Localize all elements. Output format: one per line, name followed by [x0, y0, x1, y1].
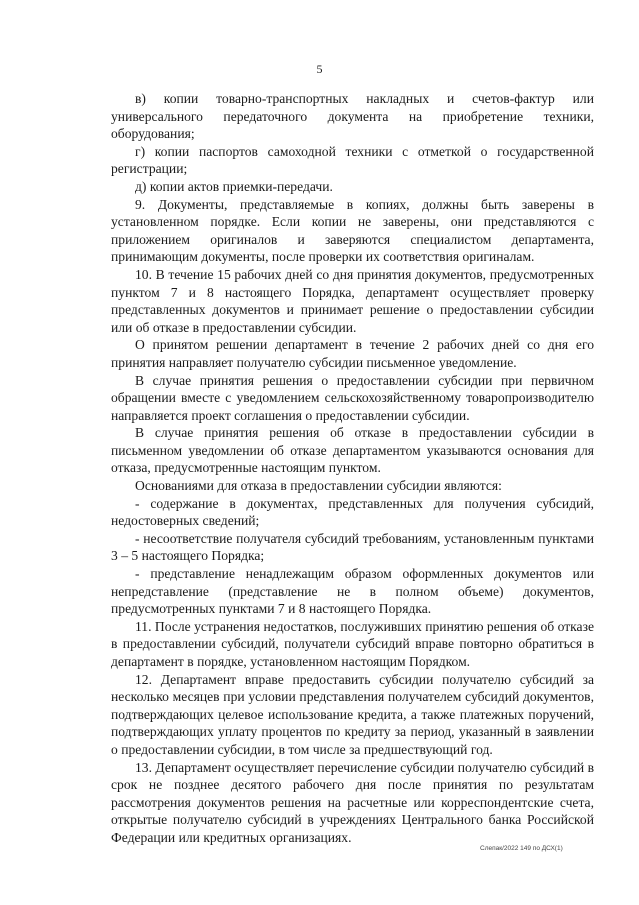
- page-number: 5: [316, 62, 323, 76]
- paragraph-list-item-d: д) копии актов приемки-передачи.: [135, 178, 333, 194]
- paragraph-notification: О принятом решении департамент в течение 2 рабочих дней со дня его принятия направляет получателю субсидии письменное уведомление.: [111, 337, 594, 370]
- document-body: [111, 90, 594, 847]
- paragraph-ground-improper-docs: - представление ненадлежащим образом оформленных документов или непредставление (представление не в полном объеме) документов, предусмотренных пунктами 7 и 8 настоящего Порядка.: [111, 566, 594, 617]
- paragraph-clause-10: 10. В течение 15 рабочих дней со дня принятия документов, предусмотренных пунктом 7 и 8 настоящего Порядка, департамент осуществляет проверку представленных документов и принимает решение о предоставлении субсидии или об отказе в предоставлении субсидии.: [111, 266, 594, 335]
- paragraph-ground-false-info: - содержание в документах, представленных для получения субсидий, недостоверных сведений;: [111, 495, 594, 529]
- footer-reference: Слепак/2022 149 по ДСХ(1): [480, 845, 563, 852]
- paragraph-clause-11: 11. После устранения недостатков, послуживших принятию решения об отказе в предоставлении субсидий, получатели субсидий вправе повторно обратиться в департамент в порядке, установленном настоящим Порядком.: [111, 618, 594, 669]
- paragraph-refusal-grounds-intro: Основаниями для отказа в предоставлении субсидии являются:: [135, 478, 502, 494]
- paragraph-ground-noncompliance: - несоответствие получателя субсидий требованиям, установленным пунктами 3 – 5 настоящего Порядка;: [111, 530, 594, 564]
- paragraph-clause-13: 13. Департамент осуществляет перечисление субсидии получателю субсидий в срок не позднее десятого рабочего дня после принятия по результатам рассмотрения документов решения на расчетные или корреспондентские счета, открытые получателю субсидий в учреждениях Центрального банка Российской Федерации или кредитных организациях.: [111, 759, 595, 845]
- paragraph-clause-9: 9. Документы, представляемые в копиях, должны быть заверены в установленном порядке. Если копии не заверены, они представляются с приложением оригиналов и заверяются специалистом департамента, принимающим документы, после проверки их соответствия оригиналам.: [111, 196, 594, 265]
- paragraph-list-item-g: г) копии паспортов самоходной техники с отметкой о государственной регистрации;: [111, 143, 594, 177]
- paragraph-clause-12: 12. Департамент вправе предоставить субсидии получателю субсидий за несколько месяцев при условии представления получателем субсидий документов, подтверждающих целевое использование кредита, а также платежных поручений, подтверждающих уплату процентов по кредиту за период, указанный в заявлении о предоставлении субсидии, в том числе за предшествующий год.: [111, 671, 594, 757]
- paragraph-approval-case: В случае принятия решения о предоставлении субсидии при первичном обращении вместе с уведомлением сельскохозяйственному товаропроизводителю направляется проект соглашения о предоставлении субсидии.: [111, 372, 594, 423]
- paragraph-list-item-v: в) копии товарно-транспортных накладных и счетов-фактур или универсального передаточного документа на приобретение техники, оборудования;: [111, 91, 594, 142]
- paragraph-refusal-case: В случае принятия решения об отказе в предоставлении субсидии в письменном уведомлении об отказе департаментом указываются основания для отказа, предусмотренные настоящим пунктом.: [111, 425, 594, 476]
